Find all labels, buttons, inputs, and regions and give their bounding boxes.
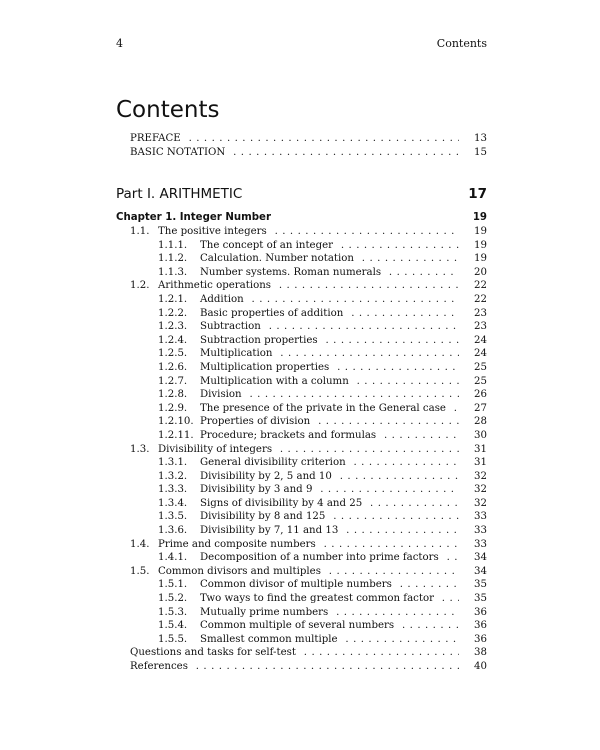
section-number: 1.3.2. [158, 470, 188, 482]
entry-page: 19 [474, 239, 487, 251]
entry-text [158, 457, 350, 468]
entry-text [158, 498, 366, 509]
toc-entry[interactable] [116, 320, 487, 334]
toc-entry[interactable] [116, 524, 487, 538]
entry-text [158, 335, 322, 346]
entry-page: 24 [474, 348, 487, 360]
dot-leader [116, 456, 459, 470]
toc-entry[interactable] [116, 592, 487, 606]
entry-page: 36 [474, 633, 487, 645]
section-number: 1.2. [130, 280, 150, 292]
dot-leader [116, 578, 459, 592]
dot-leader [116, 279, 459, 293]
section-number: 1.2.2. [158, 307, 188, 319]
entry-page: 35 [474, 579, 487, 591]
toc-entries-list [116, 225, 487, 674]
toc-entry[interactable] [116, 497, 487, 511]
toc-entry[interactable] [116, 361, 487, 375]
entry-text [158, 607, 332, 618]
section-number: 1.2.8. [158, 389, 188, 401]
dot-leader [116, 307, 459, 321]
dot-leader [116, 565, 459, 579]
toc-entry[interactable] [116, 646, 487, 660]
entry-page: 22 [474, 293, 487, 305]
dot-leader [116, 429, 459, 443]
toc-entry[interactable] [116, 293, 487, 307]
entry-label: Divisibility by 3 and 9 [200, 484, 313, 496]
entry-label: The presence of the private in the General case [200, 402, 446, 414]
dot-leader [116, 633, 459, 647]
entry-text [158, 471, 336, 482]
entry-text [158, 321, 265, 332]
toc-entry[interactable] [116, 565, 487, 579]
entry-text [158, 403, 450, 414]
section-number: 1.5.3. [158, 606, 188, 618]
entry-label: Decomposition of a number into prime factors [200, 552, 439, 564]
entry-text [158, 430, 380, 441]
chapter-page: 19 [472, 212, 487, 223]
entry-label: Two ways to find the greatest common factor [200, 593, 434, 605]
dot-leader [116, 646, 459, 660]
toc-entry[interactable] [116, 551, 487, 565]
section-number: 1.2.6. [158, 361, 188, 373]
entry-page: 34 [474, 552, 487, 564]
entry-page: 25 [474, 361, 487, 373]
section-number: 1.3.3. [158, 484, 188, 496]
page-number: 4 [116, 37, 123, 50]
dot-leader [116, 252, 459, 266]
entry-text [130, 661, 192, 672]
dot-leader [116, 146, 459, 160]
entry-page: 27 [474, 402, 487, 414]
dot-leader [116, 606, 459, 620]
entry-page: 19 [474, 226, 487, 237]
entry-page: 31 [474, 457, 487, 469]
entry-text [158, 484, 316, 495]
entry-label: Addition [200, 293, 244, 305]
section-number: 1.4.1. [158, 552, 188, 564]
entry-text [158, 620, 398, 631]
dot-leader [116, 334, 459, 348]
entry-page: 23 [474, 307, 487, 319]
entry-label: Subtraction properties [200, 334, 318, 346]
toc-entry[interactable] [116, 279, 487, 293]
dot-leader [116, 402, 459, 416]
dot-leader [116, 443, 459, 457]
dot-leader [116, 375, 459, 389]
dot-leader [116, 497, 459, 511]
entry-label: Basic properties of addition [200, 307, 344, 319]
dot-leader [116, 361, 459, 375]
entry-text [130, 147, 229, 158]
dot-leader [116, 388, 459, 402]
toc-entry[interactable] [116, 252, 487, 266]
entry-label: References [130, 661, 188, 672]
entry-page: 24 [474, 334, 487, 346]
toc-entry[interactable] [116, 347, 487, 361]
toc-entry[interactable] [116, 266, 487, 280]
entry-text [130, 647, 300, 658]
toc-entry[interactable] [116, 429, 487, 443]
section-number: 1.2.4. [158, 334, 188, 346]
section-number: 1.3.6. [158, 525, 188, 537]
entry-page: 13 [474, 133, 487, 144]
running-title: Contents [436, 37, 487, 50]
section-number: 1.3. [130, 443, 150, 455]
entry-page: 33 [474, 511, 487, 523]
section-number: 1.3.5. [158, 511, 188, 523]
entry-text [158, 579, 396, 590]
section-number: 1.3.1. [158, 457, 188, 469]
entry-label: Number systems. Roman numerals [200, 266, 382, 278]
contents-title: Contents [116, 97, 220, 123]
entry-label: Multiplication properties [200, 361, 330, 373]
dot-leader [116, 551, 459, 565]
section-number: 1.3.4. [158, 497, 188, 509]
entry-page: 33 [474, 538, 487, 550]
entry-text [158, 389, 246, 400]
dot-leader [116, 293, 459, 307]
entry-label: Common multiple of several numbers [200, 620, 395, 632]
entry-page: 34 [474, 565, 487, 577]
entry-label: Divisibility by 7, 11 and 13 [200, 525, 339, 537]
entry-text [158, 253, 358, 264]
entry-label: Multiplication [200, 348, 273, 360]
toc-entry[interactable] [116, 538, 487, 552]
toc-entry[interactable] [116, 660, 487, 674]
entry-label: Questions and tasks for self-test [130, 647, 296, 659]
entry-label: The positive integers [158, 226, 267, 237]
dot-leader [116, 266, 459, 280]
toc-entry[interactable] [116, 375, 487, 389]
entry-label: Common divisor of multiple numbers [200, 579, 392, 591]
toc-entry[interactable] [116, 633, 487, 647]
section-number: 1.1. [130, 226, 150, 237]
entry-text [130, 280, 275, 291]
entry-text [158, 511, 329, 522]
dot-leader [116, 538, 459, 552]
part-heading[interactable] [116, 184, 487, 204]
page-header [116, 36, 487, 52]
entry-label: The concept of an integer [200, 239, 333, 251]
entry-page: 15 [474, 146, 487, 158]
entry-page: 20 [474, 266, 487, 278]
entry-text [158, 552, 443, 563]
entry-text [158, 416, 314, 427]
entry-label: Mutually prime numbers [200, 606, 329, 618]
entry-text [130, 539, 320, 550]
part-page: 17 [468, 186, 487, 202]
section-number: 1.2.1. [158, 293, 188, 305]
entry-text [158, 362, 333, 373]
section-number: 1.5. [130, 565, 150, 577]
toc-entry[interactable] [116, 456, 487, 470]
entry-label: Subtraction [200, 321, 261, 333]
entry-text [130, 566, 325, 577]
toc-entry[interactable] [116, 606, 487, 620]
entry-page: 35 [474, 593, 487, 605]
section-number: 1.1.3. [158, 266, 188, 278]
toc-entry[interactable] [116, 307, 487, 321]
dot-leader [116, 592, 459, 606]
toc-entry[interactable] [116, 510, 487, 524]
section-number: 1.2.10. [158, 416, 194, 428]
entry-label: Procedure; brackets and formulas [200, 429, 377, 441]
entry-text [130, 444, 276, 455]
entry-text [158, 525, 342, 536]
entry-label: Divisibility of integers [158, 443, 273, 455]
section-number: 1.4. [130, 538, 150, 550]
entry-page: 33 [474, 525, 487, 537]
entry-page: 28 [474, 416, 487, 428]
entry-text [158, 593, 438, 604]
entry-label: Calculation. Number notation [200, 253, 354, 265]
entry-page: 30 [474, 429, 487, 441]
entry-text [158, 240, 337, 251]
entry-page: 26 [474, 389, 487, 401]
entry-text [158, 294, 248, 305]
entry-label: General divisibility criterion [200, 457, 346, 469]
section-number: 1.1.2. [158, 253, 188, 265]
entry-page: 32 [474, 470, 487, 482]
toc-entry[interactable] [116, 443, 487, 457]
section-number: 1.1.1. [158, 239, 188, 251]
toc-entry[interactable] [116, 388, 487, 402]
toc-entry[interactable] [116, 225, 487, 239]
dot-leader [116, 483, 459, 497]
section-number: 1.2.11. [158, 429, 194, 441]
entry-text [158, 267, 385, 278]
entry-page: 23 [474, 321, 487, 333]
section-number: 1.5.1. [158, 579, 188, 591]
entry-label: Properties of division [200, 416, 311, 428]
entry-label: Division [200, 389, 242, 401]
entry-page: 32 [474, 484, 487, 496]
dot-leader [116, 415, 459, 429]
section-number: 1.2.5. [158, 348, 188, 360]
toc-entry[interactable] [116, 402, 487, 416]
front-matter-list [116, 132, 487, 159]
entry-text [130, 226, 271, 237]
dot-leader [116, 225, 459, 239]
dot-leader [116, 470, 459, 484]
section-number: 1.2.7. [158, 375, 188, 387]
entry-page: 31 [474, 443, 487, 455]
entry-page: 36 [474, 620, 487, 632]
dot-leader [116, 239, 459, 253]
dot-leader [116, 660, 459, 674]
section-number: 1.5.5. [158, 633, 188, 645]
entry-page: 38 [474, 647, 487, 659]
entry-label: Multiplication with a column [200, 375, 349, 387]
dot-leader [116, 510, 459, 524]
part-title: Part I. ARITHMETIC [116, 186, 243, 202]
entry-text [158, 634, 342, 645]
entry-label: Divisibility by 8 and 125 [200, 511, 326, 523]
toc-entry[interactable] [116, 146, 487, 160]
toc-entry[interactable] [116, 578, 487, 592]
entry-page: 36 [474, 606, 487, 618]
toc-entry[interactable] [116, 483, 487, 497]
section-number: 1.5.2. [158, 593, 188, 605]
entry-label: Prime and composite numbers [158, 538, 316, 550]
entry-label: Signs of divisibility by 4 and 25 [200, 497, 363, 509]
toc-entry[interactable] [116, 334, 487, 348]
entry-page: 25 [474, 375, 487, 387]
toc-entry[interactable] [116, 132, 487, 146]
entry-text [130, 133, 185, 144]
entry-page: 19 [474, 253, 487, 265]
entry-text [158, 376, 353, 387]
toc-entry[interactable] [116, 239, 487, 253]
dot-leader [116, 347, 459, 361]
entry-text [158, 308, 347, 319]
dot-leader [116, 320, 459, 334]
entry-label: Common divisors and multiples [158, 565, 321, 577]
entry-page: 32 [474, 497, 487, 509]
dot-leader [116, 524, 459, 538]
toc-entry[interactable] [116, 619, 487, 633]
entry-page: 22 [474, 280, 487, 292]
entry-label: Arithmetic operations [158, 280, 272, 292]
entry-label: PREFACE [130, 133, 181, 144]
dot-leader [116, 619, 459, 633]
chapter-title: Chapter 1. Integer Number [116, 212, 271, 223]
section-number: 1.2.3. [158, 321, 188, 333]
chapter-heading[interactable] [116, 211, 487, 225]
entry-text [158, 348, 276, 359]
entry-label: Divisibility by 2, 5 and 10 [200, 470, 332, 482]
toc-entry[interactable] [116, 415, 487, 429]
entry-page: 40 [474, 661, 487, 672]
section-number: 1.2.9. [158, 402, 188, 414]
dot-leader [116, 132, 459, 146]
toc-entry[interactable] [116, 470, 487, 484]
entry-label: Smallest common multiple [200, 633, 338, 645]
entry-label: BASIC NOTATION [130, 146, 226, 158]
section-number: 1.5.4. [158, 620, 188, 632]
